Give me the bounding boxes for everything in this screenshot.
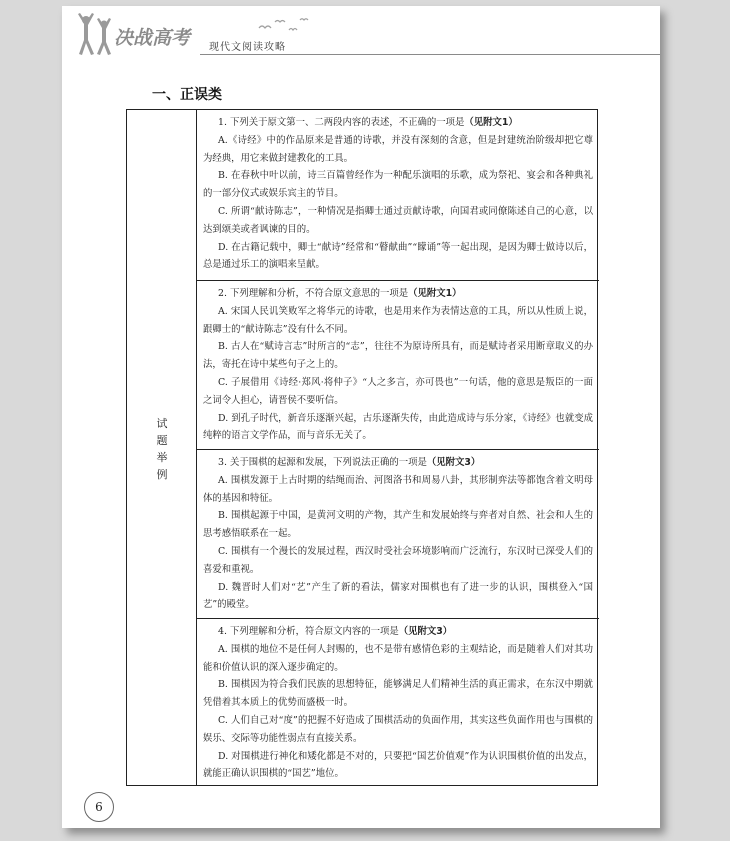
category-char: 试 [156,417,168,430]
question-block-3 [197,450,599,619]
option-a: A. 宋国人民讥笑败军之将华元的诗歌，也是用来作为表情达意的工具，所以从性质上说，跟卿士的“献诗陈志”没有什么不同。 [203,305,593,335]
question-block-2 [197,281,599,450]
category-label [127,415,197,483]
category-char: 例 [156,468,168,481]
question-block-4 [197,619,599,785]
header-subtitle: 现代文阅读攻略 [209,42,286,53]
option-a: A.《诗经》中的作品原来是普通的诗歌，并没有深刻的含意，但是封建统治阶级却把它尊为经典，用它来做封建教化的工具。 [203,134,593,164]
figures-icon [78,13,111,55]
page-header [62,6,660,66]
option-d: D. 在古籍记载中，卿士“献诗”经常和“瞽献曲”“矇诵”等一起出现，是因为卿士做诗以后，总是通过乐工的演唱来呈献。 [203,241,593,271]
option-d: D. 到孔子时代，新音乐逐渐兴起，古乐逐渐失传，由此造成诗与乐分家，《诗经》也就变成纯粹的语言文学作品，而与音乐无关了。 [203,412,593,442]
reference-note: （见附文1） [408,288,462,299]
series-logo [70,10,205,62]
question-stem: 2. 下列理解和分析，不符合原文意思的一项是（见附文1） [218,288,462,299]
reference-note: （见附文1） [464,117,518,128]
question-stem: 3. 关于围棋的起源和发展，下列说法正确的一项是（见附文3） [218,457,481,468]
option-c: C. 子展借用《诗经·郑风·将仲子》“人之多言，亦可畏也”一句话，他的意思是叛臣的一面之词令人担心，请晋侯不要听信。 [203,376,593,406]
page-number: 6 [84,792,114,822]
section-title: 一、正误类 [152,87,222,103]
category-column [127,110,197,785]
option-c: C. 人们自己对“度”的把握不好造成了围棋活动的负面作用，其实这些负面作用也与围棋的娱乐、交际等功能性弱点有直接关系。 [203,714,593,744]
reference-note: （见附文3） [398,626,453,637]
category-char: 举 [156,451,168,464]
book-page [62,6,660,828]
option-a: A. 围棋发源于上古时期的结绳而治、河图洛书和周易八卦，其形制弈法等都饱含着文明母体的基因和特征。 [203,474,593,504]
birds-icon [255,16,315,38]
category-char: 题 [156,434,168,447]
logo-text: 决战高考 [114,27,191,49]
example-table [126,109,598,786]
option-b: B. 围棋起源于中国，是黄河文明的产物，其产生和发展始终与弈者对自然、社会和人生的思考感悟联系在一起。 [203,510,593,540]
option-b: B. 围棋因为符合我们民族的思想特征，能够满足人们精神生活的真正需求，在东汉中期就凭借着其本质上的优势而盛极一时。 [203,679,593,709]
option-c: C. 所谓“献诗陈志”，一种情况是指卿士通过贡献诗歌，向国君或同僚陈述自己的心意，以达到颂美或者讽谏的目的。 [203,205,593,235]
option-d: D. 魏晋时人们对“艺”产生了新的看法，儒家对围棋也有了进一步的认识，围棋登入“国艺”的殿堂。 [203,581,593,611]
header-divider [200,54,660,55]
question-stem: 1. 下列关于原文第一、二两段内容的表述，不正确的一项是（见附文1） [218,117,518,128]
reference-note: （见附文3） [426,457,481,468]
question-stem: 4. 下列理解和分析，符合原文内容的一项是（见附文3） [218,626,453,637]
option-d: D. 对围棋进行神化和矮化都是不对的，只要把“国艺价值观”作为认识围棋价值的出发点，就能正确认识围棋的“国艺”地位。 [203,750,593,780]
option-c: C. 围棋有一个漫长的发展过程，西汉时受社会环境影响而广泛流行，东汉时已深受人们的喜爱和重视。 [203,545,593,575]
option-b: B. 在春秋中叶以前，诗三百篇曾经作为一种配乐演唱的乐歌，成为祭祀、宴会和各种典礼的一部分仪式或娱乐宾主的节目。 [203,170,593,200]
option-a: A. 围棋的地位不是任何人封赐的，也不是带有感情色彩的主观结论，而是随着人们对其功能和价值认识的深入逐步确定的。 [203,643,593,673]
question-block-1 [197,110,599,281]
option-b: B. 古人在“赋诗言志”时所言的“志”，往往不为原诗所具有，而是赋诗者采用断章取义的办法，寄托在诗中某些句子之上的。 [203,341,593,371]
